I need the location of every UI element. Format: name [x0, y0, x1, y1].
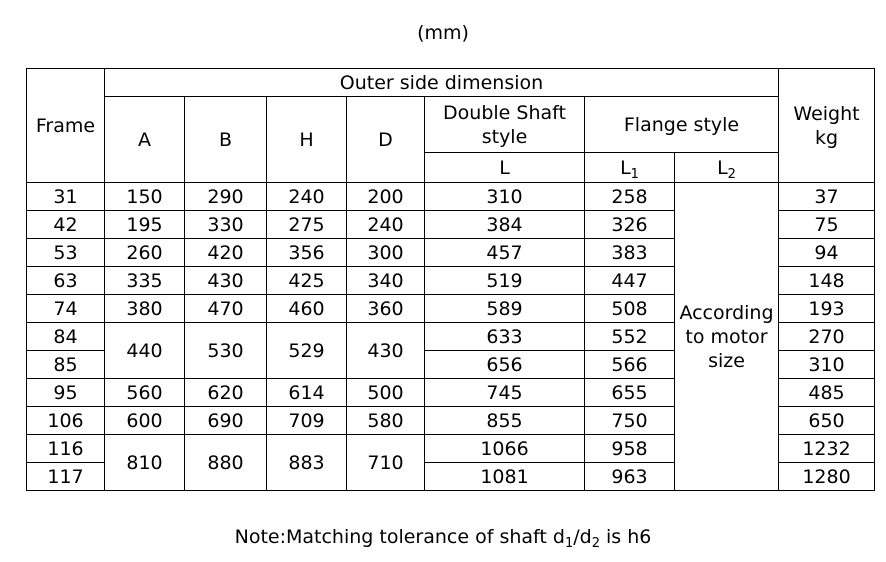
cell-b: 620	[185, 379, 267, 407]
cell-h: 240	[267, 183, 347, 211]
header-col-h: H	[267, 97, 347, 183]
header-col-l: L	[425, 153, 585, 183]
cell-b: 430	[185, 267, 267, 295]
cell-weight: 75	[779, 211, 875, 239]
cell-l1: 566	[585, 351, 675, 379]
header-double-shaft: Double Shaft style	[425, 97, 585, 153]
cell-frame: 84	[27, 323, 105, 351]
cell-l1: 958	[585, 435, 675, 463]
cell-l: 633	[425, 323, 585, 351]
cell-b: 690	[185, 407, 267, 435]
cell-l: 656	[425, 351, 585, 379]
header-frame: Frame	[27, 69, 105, 183]
cell-weight: 1232	[779, 435, 875, 463]
cell-l: 745	[425, 379, 585, 407]
cell-b: 530	[185, 323, 267, 379]
cell-d: 500	[347, 379, 425, 407]
cell-l: 1081	[425, 463, 585, 491]
tolerance-note: Note:Matching tolerance of shaft $d_1/d_2$ is h6	[234, 526, 652, 551]
cell-weight: 37	[779, 183, 875, 211]
cell-frame: 85	[27, 351, 105, 379]
cell-l1: 750	[585, 407, 675, 435]
cell-h: 883	[267, 435, 347, 491]
cell-b: 470	[185, 295, 267, 323]
cell-l1: 508	[585, 295, 675, 323]
cell-h: 275	[267, 211, 347, 239]
dimension-table	[26, 68, 875, 491]
cell-weight: 94	[779, 239, 875, 267]
cell-h: 529	[267, 323, 347, 379]
header-flange-style: Flange style	[585, 97, 779, 153]
cell-a: 335	[105, 267, 185, 295]
cell-b: 420	[185, 239, 267, 267]
cell-h: 425	[267, 267, 347, 295]
cell-frame: 63	[27, 267, 105, 295]
cell-b: 290	[185, 183, 267, 211]
cell-frame: 116	[27, 435, 105, 463]
cell-l1: 552	[585, 323, 675, 351]
cell-a: 150	[105, 183, 185, 211]
cell-a: 560	[105, 379, 185, 407]
header-col-l1: $L_1$	[585, 153, 675, 183]
cell-weight: 193	[779, 295, 875, 323]
cell-frame: 95	[27, 379, 105, 407]
header-col-a: A	[105, 97, 185, 183]
cell-a: 195	[105, 211, 185, 239]
table-row	[27, 183, 875, 211]
cell-l1: 258	[585, 183, 675, 211]
cell-l: 384	[425, 211, 585, 239]
cell-b: 330	[185, 211, 267, 239]
cell-l1: 655	[585, 379, 675, 407]
cell-l1: 447	[585, 267, 675, 295]
cell-a: 380	[105, 295, 185, 323]
cell-frame: 74	[27, 295, 105, 323]
cell-d: 360	[347, 295, 425, 323]
header-col-d: D	[347, 97, 425, 183]
cell-d: 200	[347, 183, 425, 211]
cell-l: 855	[425, 407, 585, 435]
cell-frame: 53	[27, 239, 105, 267]
unit-label: (mm)	[417, 22, 469, 44]
cell-weight: 310	[779, 351, 875, 379]
header-col-l2: $L_2$	[675, 153, 779, 183]
cell-frame: 117	[27, 463, 105, 491]
header-outer-side: Outer side dimension	[105, 69, 779, 97]
header-col-b: B	[185, 97, 267, 183]
cell-a: 440	[105, 323, 185, 379]
cell-d: 710	[347, 435, 425, 491]
cell-a: 260	[105, 239, 185, 267]
cell-weight: 650	[779, 407, 875, 435]
cell-l1: 326	[585, 211, 675, 239]
cell-weight: 485	[779, 379, 875, 407]
cell-b: 880	[185, 435, 267, 491]
cell-h: 356	[267, 239, 347, 267]
cell-weight: 270	[779, 323, 875, 351]
cell-l: 1066	[425, 435, 585, 463]
cell-l: 310	[425, 183, 585, 211]
header-weight: Weight kg	[779, 69, 875, 183]
according-to-motor-size: According to motor size	[675, 183, 779, 491]
cell-h: 460	[267, 295, 347, 323]
cell-l: 589	[425, 295, 585, 323]
cell-frame: 42	[27, 211, 105, 239]
cell-a: 810	[105, 435, 185, 491]
cell-h: 709	[267, 407, 347, 435]
cell-a: 600	[105, 407, 185, 435]
cell-d: 430	[347, 323, 425, 379]
cell-frame: 31	[27, 183, 105, 211]
cell-d: 240	[347, 211, 425, 239]
cell-l1: 383	[585, 239, 675, 267]
cell-d: 340	[347, 267, 425, 295]
cell-d: 300	[347, 239, 425, 267]
cell-h: 614	[267, 379, 347, 407]
cell-frame: 106	[27, 407, 105, 435]
cell-l1: 963	[585, 463, 675, 491]
cell-weight: 148	[779, 267, 875, 295]
cell-weight: 1280	[779, 463, 875, 491]
cell-l: 457	[425, 239, 585, 267]
cell-l: 519	[425, 267, 585, 295]
cell-d: 580	[347, 407, 425, 435]
